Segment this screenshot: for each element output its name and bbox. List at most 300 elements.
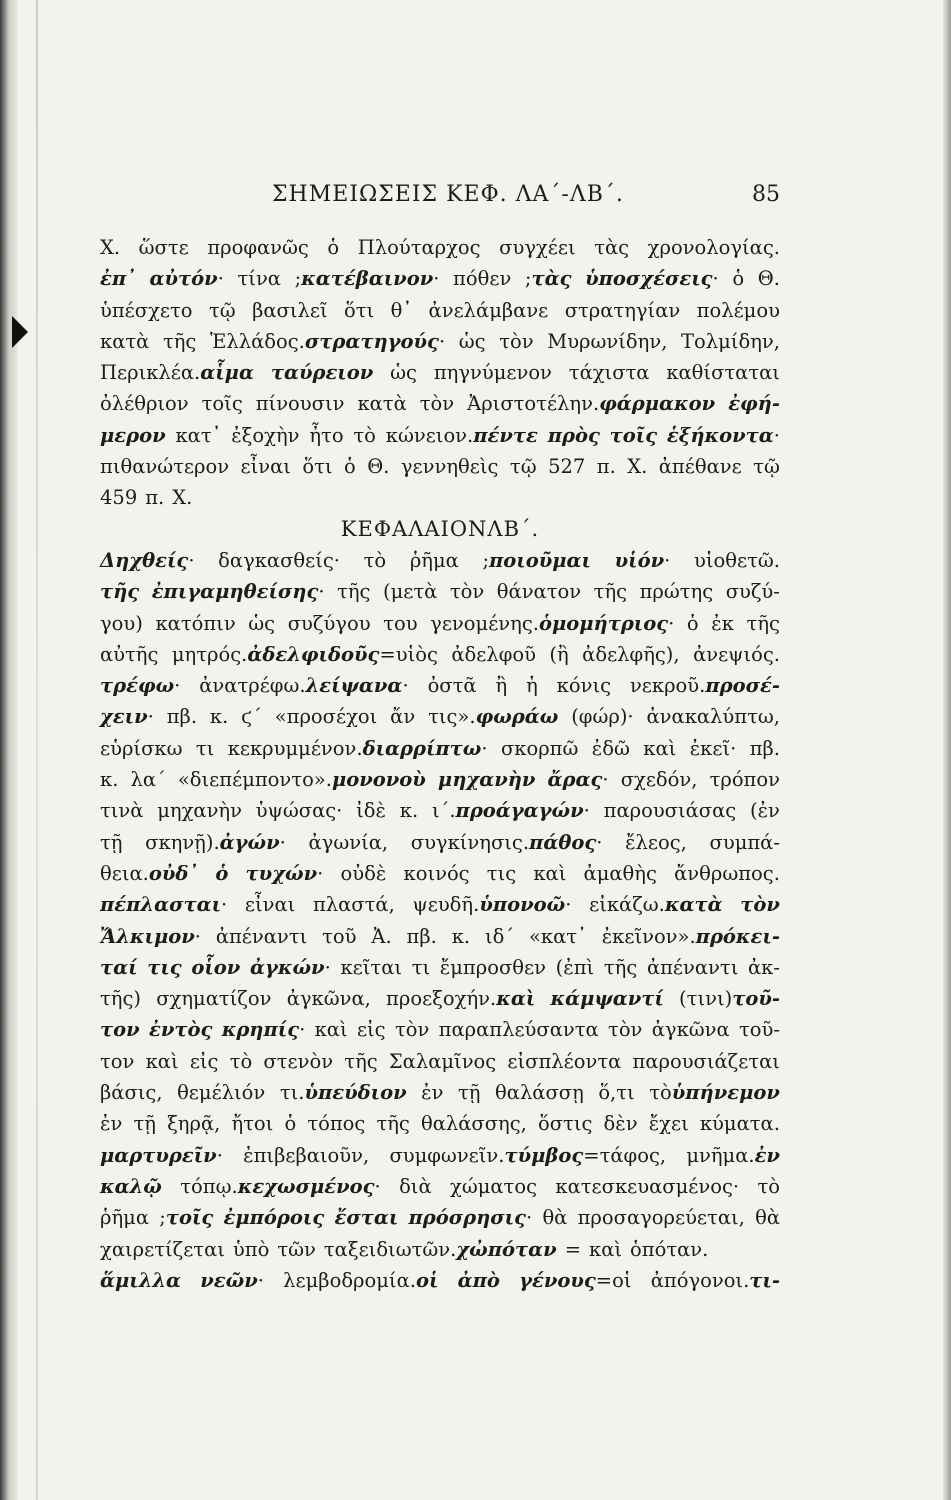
- word: ἐκ: [711, 611, 734, 635]
- word-group: [248, 608, 275, 639]
- word: τύμβος: [504, 1143, 584, 1167]
- word-group: [510, 451, 537, 482]
- word: πρόσρησις: [408, 1206, 526, 1230]
- text-line: [100, 545, 780, 576]
- word-group: [327, 232, 339, 263]
- text-line: [100, 388, 780, 419]
- word-group: [100, 1014, 140, 1045]
- word: γεννηθεὶς: [400, 455, 499, 479]
- word-group: [175, 420, 221, 451]
- word-group: [167, 1108, 220, 1139]
- word: κρηπίς: [221, 1018, 300, 1042]
- word: θάνατον: [496, 580, 582, 604]
- word: παρουσιάζεται: [632, 1049, 780, 1073]
- word: ·: [402, 674, 409, 698]
- word: θεμέλιόν: [177, 1081, 266, 1105]
- text-line: [100, 232, 780, 263]
- word-group: [322, 921, 356, 952]
- word-group: [100, 295, 193, 326]
- word-group: [100, 670, 180, 701]
- word: ἀπέναντι: [215, 924, 308, 948]
- word: χώματος: [450, 1174, 538, 1198]
- text-line: [100, 701, 780, 732]
- word: ψευδῆ.: [412, 893, 480, 917]
- word: πβ.: [166, 705, 198, 729]
- word: τον: [100, 1049, 135, 1073]
- word: ·: [147, 705, 154, 729]
- word: Ἀριστοτέλην.: [467, 392, 600, 416]
- word-group: [604, 1108, 638, 1139]
- page-gutter-shadow: [0, 0, 18, 1500]
- word-group: [589, 1234, 622, 1265]
- word-group: [548, 451, 585, 482]
- text-line: [100, 733, 780, 764]
- word: τι.: [279, 1081, 305, 1105]
- word-group: [681, 326, 780, 357]
- word: ῥῆμα: [409, 548, 459, 572]
- word-group: [594, 232, 629, 263]
- word: ἢ: [495, 674, 508, 698]
- word-group: [145, 827, 286, 858]
- text-line: [100, 576, 780, 607]
- word: ·: [712, 267, 719, 291]
- word: ἀκ-: [748, 955, 780, 979]
- word-group: [421, 1077, 443, 1108]
- word-group: [367, 451, 389, 482]
- word: χρονολογίας.: [647, 236, 780, 259]
- word: μνῆμα.: [686, 1143, 755, 1167]
- word-group: [404, 858, 470, 889]
- chapter-heading: [100, 514, 780, 545]
- word: τοῖς: [201, 392, 243, 416]
- word: θ᾽: [390, 298, 413, 322]
- word: ἐντὸς: [149, 1018, 213, 1042]
- word-group: [487, 514, 539, 545]
- word: ·: [299, 1018, 306, 1042]
- word: ·: [668, 611, 675, 635]
- word-group: [732, 263, 744, 294]
- word-group: [309, 420, 343, 451]
- word: ὀστᾶ: [427, 674, 477, 698]
- page-header: [100, 182, 780, 222]
- word: κατὰ: [664, 893, 723, 917]
- word: καὶ: [589, 1237, 623, 1261]
- word: μηχανὴν: [157, 799, 242, 823]
- word: τῆς: [593, 580, 628, 604]
- word: τῆς: [376, 1112, 410, 1136]
- word-group: [453, 263, 511, 294]
- word-group: [615, 545, 671, 576]
- word: ἀνακαλύπτω,: [646, 705, 780, 729]
- word: τῆς: [337, 580, 371, 604]
- word-group: [191, 952, 240, 983]
- word-group: [450, 576, 484, 607]
- word: ἀνατρέφω.: [199, 674, 306, 698]
- word: στρατηγούς: [304, 329, 439, 353]
- word-group: [383, 576, 437, 607]
- word-group: [538, 1108, 592, 1139]
- word-group: [525, 263, 572, 294]
- word: ·: [602, 768, 609, 792]
- word: υἱόν: [614, 548, 665, 572]
- word: τις: [486, 861, 517, 885]
- text-line: [100, 795, 780, 826]
- word: Ἑλλάδος.: [209, 329, 305, 353]
- word: τόπος: [307, 1112, 366, 1136]
- word: ·: [374, 1174, 381, 1198]
- word-group: [652, 1014, 730, 1045]
- word: ·: [217, 267, 224, 291]
- word: ἦτο: [309, 423, 344, 447]
- word: καθίσταται: [666, 361, 780, 385]
- text-line: [100, 1014, 780, 1045]
- word-group: [400, 795, 418, 826]
- word-group: [215, 858, 228, 889]
- word: ;: [294, 267, 302, 291]
- word-group: [640, 576, 714, 607]
- word-group: [497, 576, 581, 607]
- page-marker-arrow-icon: [12, 316, 28, 348]
- word: οὐδ᾽: [148, 861, 199, 885]
- word-group: [231, 420, 299, 451]
- word-group: [594, 576, 627, 607]
- word: αἷμα: [200, 361, 254, 385]
- word-group: [409, 1202, 533, 1233]
- word: τις».: [428, 705, 476, 729]
- word: ἐκεῖνον».: [601, 924, 696, 948]
- word-group: [341, 514, 488, 545]
- word: τῆς: [162, 329, 197, 353]
- word-group: [621, 764, 698, 795]
- text-line: [100, 1265, 780, 1296]
- word: εἰς: [356, 1018, 386, 1042]
- word-group: [344, 1046, 377, 1077]
- word: κάμψαντί: [550, 987, 664, 1011]
- word: ἀπέναντι: [646, 955, 739, 979]
- word: πρόκει-: [695, 924, 780, 948]
- word: πηγνύμενον: [433, 361, 552, 385]
- word-group: [100, 357, 254, 388]
- word: ἀδελφιδοῦς: [247, 642, 380, 666]
- word-group: [238, 263, 281, 294]
- word: θεια.: [100, 861, 149, 885]
- word: ὀλέθριον: [100, 392, 189, 416]
- word: ἔμπροσθεν: [439, 955, 546, 979]
- word: ἑξήκοντα: [666, 423, 774, 447]
- word: καὶ: [496, 987, 536, 1011]
- word: αὐτόν: [149, 267, 218, 291]
- word: Θ.: [367, 455, 390, 479]
- word: τίνα: [237, 267, 281, 291]
- word-group: [598, 1077, 634, 1108]
- text-line: [100, 1234, 780, 1265]
- word-group: [287, 983, 371, 1014]
- word: Ἄλκιμον: [100, 924, 195, 948]
- word-group: [633, 1046, 780, 1077]
- word: συγκίνησις.: [410, 830, 530, 854]
- word: =τάφος,: [583, 1143, 667, 1167]
- word: μονονοὺ: [331, 768, 426, 792]
- word: κώνειον.: [385, 423, 474, 447]
- word-group: [100, 1265, 181, 1296]
- word-group: [434, 357, 552, 388]
- word: κ.: [100, 768, 119, 792]
- word: ·: [664, 548, 671, 572]
- word: κόνις: [556, 674, 612, 698]
- word: πίνουσιν: [255, 392, 345, 416]
- word-group: [429, 295, 549, 326]
- word-group: [458, 1077, 480, 1108]
- word-group: [565, 1234, 581, 1265]
- word: ΚΕΦΑΛΑΙΟΝ: [340, 516, 488, 541]
- word: ὁμομήτριος: [538, 611, 669, 635]
- word: =: [564, 1237, 582, 1261]
- word: εἰς: [189, 1049, 219, 1073]
- word: τῇ: [133, 1112, 156, 1136]
- word: (τινι): [679, 987, 733, 1011]
- word: τον: [100, 1018, 140, 1042]
- word: (μετὰ: [383, 580, 438, 604]
- word-group: [100, 827, 122, 858]
- word: τὰς: [594, 236, 630, 259]
- word: δὲν: [603, 1112, 638, 1136]
- word-group: [450, 1171, 537, 1202]
- word: τὸν: [419, 392, 455, 416]
- word: τινὰ: [100, 799, 144, 823]
- word: συζύ-: [725, 580, 780, 604]
- word: ἐκεῖ·: [689, 736, 737, 760]
- word-group: [693, 639, 780, 670]
- word: ὁ: [284, 1112, 297, 1136]
- word-group: [690, 733, 737, 764]
- word-group: [100, 482, 137, 513]
- word-group: [309, 827, 389, 858]
- word: τῷ: [208, 298, 236, 322]
- text-line: [100, 1140, 780, 1171]
- word-group: [167, 701, 197, 732]
- word: πέπλασται: [100, 893, 222, 917]
- word-group: [647, 701, 780, 732]
- word-group: [357, 1014, 386, 1045]
- word-group: [557, 670, 611, 701]
- word: Τολμίδην,: [681, 329, 780, 353]
- word-group: [145, 482, 164, 513]
- word: ταξειδιωτῶν.: [323, 1237, 457, 1261]
- word-group: [100, 921, 201, 952]
- word-group: [302, 451, 332, 482]
- word: (φώρ)·: [571, 705, 634, 729]
- word: φάρμακον: [599, 392, 716, 416]
- word-group: [390, 357, 417, 388]
- word-group: [288, 608, 371, 639]
- word-group: [275, 701, 378, 732]
- word: τι: [411, 955, 431, 979]
- word: κατέβαινον: [301, 267, 434, 291]
- word-group: [100, 1108, 122, 1139]
- word-group: [430, 608, 674, 639]
- word-group: [228, 733, 488, 764]
- word-group: [100, 1171, 162, 1202]
- word-group: [241, 701, 262, 732]
- word: ΛΒ΄.: [487, 516, 540, 541]
- word: ἤτοι: [231, 1112, 274, 1136]
- word: ·: [318, 580, 325, 604]
- word: ἀμαθὴς: [583, 861, 657, 885]
- word: τι: [195, 736, 215, 760]
- word: ῥῆμα: [100, 1206, 149, 1230]
- word-group: [412, 952, 430, 983]
- word: ἄρας: [547, 768, 603, 792]
- word: τὸν: [449, 580, 485, 604]
- word-group: [386, 983, 535, 1014]
- page-edge-right: [943, 0, 951, 1500]
- word-group: [307, 1108, 365, 1139]
- word-group: [757, 1171, 780, 1202]
- word-group: [177, 1077, 265, 1108]
- word: κεῖται: [340, 955, 403, 979]
- word: τὸν: [608, 1018, 643, 1042]
- word-group: [643, 733, 676, 764]
- word: βάσις,: [100, 1081, 163, 1105]
- word-group: [608, 1014, 642, 1045]
- text-line: [100, 921, 780, 952]
- word-group: [529, 921, 587, 952]
- word: τάχιστα: [568, 361, 650, 385]
- word: τῇ: [100, 830, 123, 854]
- word: ·: [565, 893, 572, 917]
- word: ἔλεος,: [625, 830, 687, 854]
- word: ἀπέθανε: [658, 455, 742, 479]
- word-group: [180, 1171, 380, 1202]
- word-group: [139, 232, 189, 263]
- word: ἀγκῶνα,: [286, 987, 371, 1011]
- word: ταί: [100, 955, 138, 979]
- word-group: [230, 1046, 253, 1077]
- word-group: [207, 232, 309, 263]
- word: μερον: [100, 423, 166, 447]
- word-group: [604, 795, 737, 826]
- word: συγχέει: [499, 236, 576, 259]
- word: ·: [773, 423, 780, 447]
- word-group: [100, 326, 149, 357]
- word: ἐν: [754, 1143, 780, 1167]
- word-group: [410, 545, 459, 576]
- word: Χ.: [172, 486, 193, 510]
- word: πόθεν: [453, 267, 512, 291]
- word-group: [411, 827, 603, 858]
- word-group: [202, 388, 243, 419]
- word-group: [233, 1234, 269, 1265]
- word-group: [412, 889, 571, 920]
- word: του: [383, 611, 418, 635]
- word-group: [547, 326, 667, 357]
- word: εἰκάζω.: [589, 893, 665, 917]
- word: προφανῶς: [207, 236, 309, 259]
- word-group: [100, 952, 138, 983]
- word: Σαλαμῖνος: [388, 1049, 497, 1073]
- text-line: [100, 1046, 780, 1077]
- word: ·: [216, 1143, 223, 1167]
- word-group: [371, 921, 391, 952]
- word: τὸ: [353, 423, 376, 447]
- word-group: [196, 733, 214, 764]
- word-group: [216, 921, 307, 952]
- word: προσέ-: [705, 674, 780, 698]
- word: πολέμου: [696, 298, 780, 322]
- word: διαρρίπτω: [362, 736, 482, 760]
- word-group: [485, 921, 514, 952]
- word: ἀδελφῆς),: [582, 642, 680, 666]
- text-line: [100, 639, 780, 670]
- word: ἐπιβεβαιοῦν,: [243, 1143, 370, 1167]
- word-group: [100, 1077, 163, 1108]
- word: τρέφω: [100, 674, 175, 698]
- word-group: [209, 295, 236, 326]
- word: ἀπόγονοι.: [650, 1268, 750, 1292]
- word: καὶ: [533, 861, 567, 885]
- word-group: [649, 1077, 780, 1108]
- word-group: [604, 952, 637, 983]
- word-group: [630, 1234, 708, 1265]
- word: ἄν: [390, 705, 416, 729]
- word: ἀνεψιός.: [693, 642, 780, 666]
- word-group: [627, 451, 647, 482]
- word: Χ.: [100, 236, 121, 259]
- word-group: [753, 451, 780, 482]
- word-group: [458, 1265, 500, 1296]
- word: τῆς): [100, 987, 141, 1011]
- word: ὅτι: [302, 455, 333, 479]
- word: Περικλέα.: [100, 361, 201, 385]
- text-line: [100, 357, 780, 388]
- word-group: [439, 1014, 599, 1045]
- word-group: [726, 576, 780, 607]
- word: ὡς: [390, 361, 417, 385]
- word: τυχών: [245, 861, 318, 885]
- word-group: [649, 1108, 689, 1139]
- word-group: [256, 388, 345, 419]
- word: καλῷ: [100, 1174, 162, 1198]
- word-group: [100, 388, 189, 419]
- word-group: [548, 420, 600, 451]
- word-group: [172, 482, 192, 513]
- word: πρώτης: [639, 580, 714, 604]
- word-group: [271, 357, 373, 388]
- word: συζύγου: [287, 611, 371, 635]
- word: ταύρειον: [270, 361, 374, 385]
- text-line: [100, 670, 780, 701]
- word: π.: [145, 486, 165, 510]
- word: ὑπέσχετο: [100, 298, 193, 322]
- word: ὑπεύδιον: [304, 1081, 407, 1105]
- word-group: [758, 263, 780, 294]
- word-group: [150, 263, 224, 294]
- word: ·: [324, 955, 331, 979]
- word: ὁ: [327, 236, 340, 259]
- word: λείψανα: [305, 674, 403, 698]
- word: τῆς: [100, 580, 140, 604]
- word: ·: [525, 1206, 533, 1230]
- word: τῷ: [509, 455, 537, 479]
- word: φωράω: [475, 705, 559, 729]
- word: ἀγωνία,: [308, 830, 389, 854]
- word-group: [263, 1046, 333, 1077]
- word-group: [501, 733, 578, 764]
- word: καὶ: [145, 1049, 179, 1073]
- word-group: [610, 420, 657, 451]
- word-group: [630, 670, 780, 701]
- word-group: [407, 921, 437, 952]
